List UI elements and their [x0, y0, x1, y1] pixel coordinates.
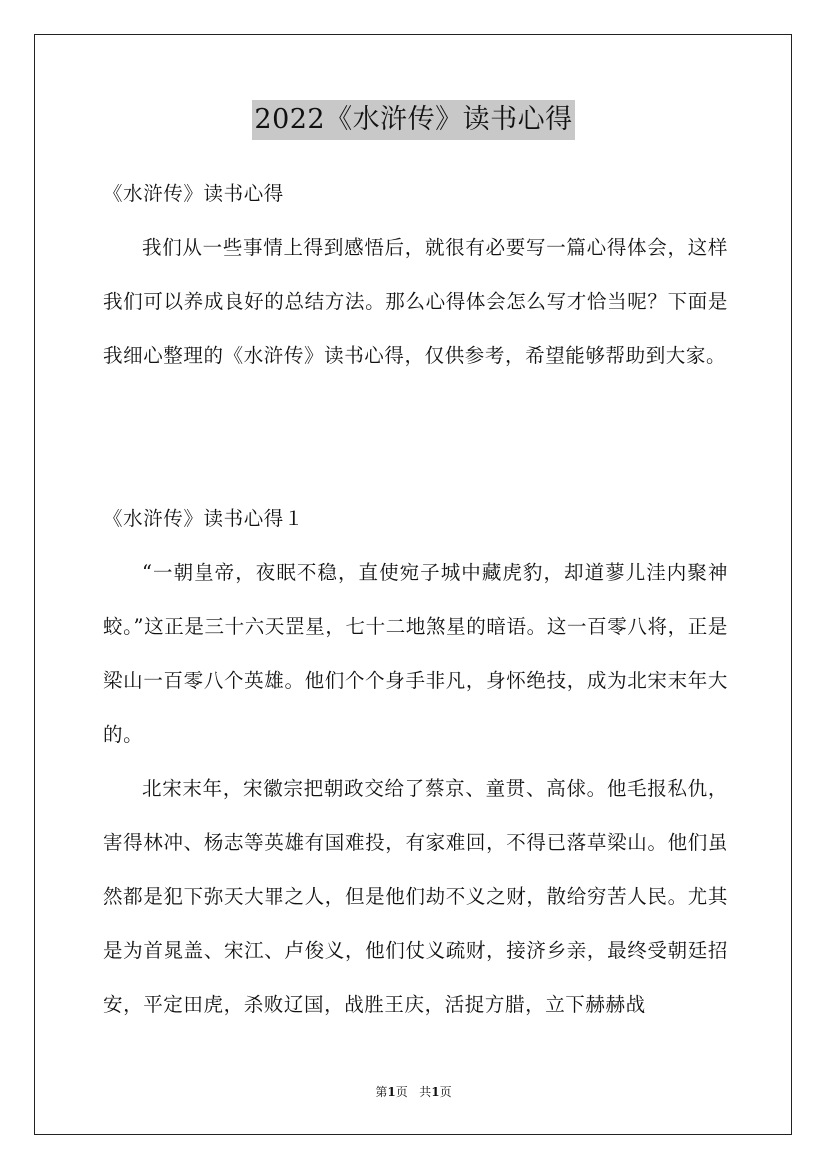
- footer-total-prefix: 共: [419, 1085, 432, 1099]
- footer-total-pages: 1: [431, 1085, 440, 1099]
- document-title: 2022《水浒传》读书心得: [252, 100, 574, 140]
- subheading-intro: 《水浒传》读书心得: [103, 182, 284, 205]
- body-paragraph-2: 北宋末年，宋徽宗把朝政交给了蔡京、童贯、高俅。他毛报私仇，害得林冲、杨志等英雄有国难投，有家难回，不得已落草梁山。他们虽然都是犯下弥天大罪之人，但是他们劫不义之财，散给穷苦人民。尤其是为首晁盖、宋江、卢俊义，他们仗义疏财，接济乡亲，最终受朝廷招安，平定田虎，杀败辽国，战胜王庆，活捉方腊，立下赫赫战: [103, 777, 728, 1016]
- page-footer: [0, 1083, 827, 1101]
- footer-page-suffix: 页: [395, 1085, 408, 1099]
- footer-page-prefix: 第: [375, 1085, 388, 1099]
- footer-page-number: 1: [387, 1085, 396, 1099]
- intro-paragraph: 我们从一些事情上得到感悟后，就很有必要写一篇心得体会，这样我们可以养成良好的总结方法。那么心得体会怎么写才恰当呢？下面是我细心整理的《水浒传》读书心得，仅供参考，希望能够帮助到大家。: [103, 236, 728, 367]
- footer-total-suffix: 页: [439, 1085, 452, 1099]
- subheading-section-1: 《水浒传》读书心得１: [103, 507, 305, 530]
- title-container: [0, 100, 827, 140]
- body-paragraph-1: “一朝皇帝，夜眠不稳，直使宛子城中藏虎豹，却道蓼儿洼内聚神蛟。”这正是三十六天罡星，七十二地煞星的暗语。这一百零八将，正是梁山一百零八个英雄。他们个个身手非凡，身怀绝技，成为北宋末年大的。: [103, 561, 728, 746]
